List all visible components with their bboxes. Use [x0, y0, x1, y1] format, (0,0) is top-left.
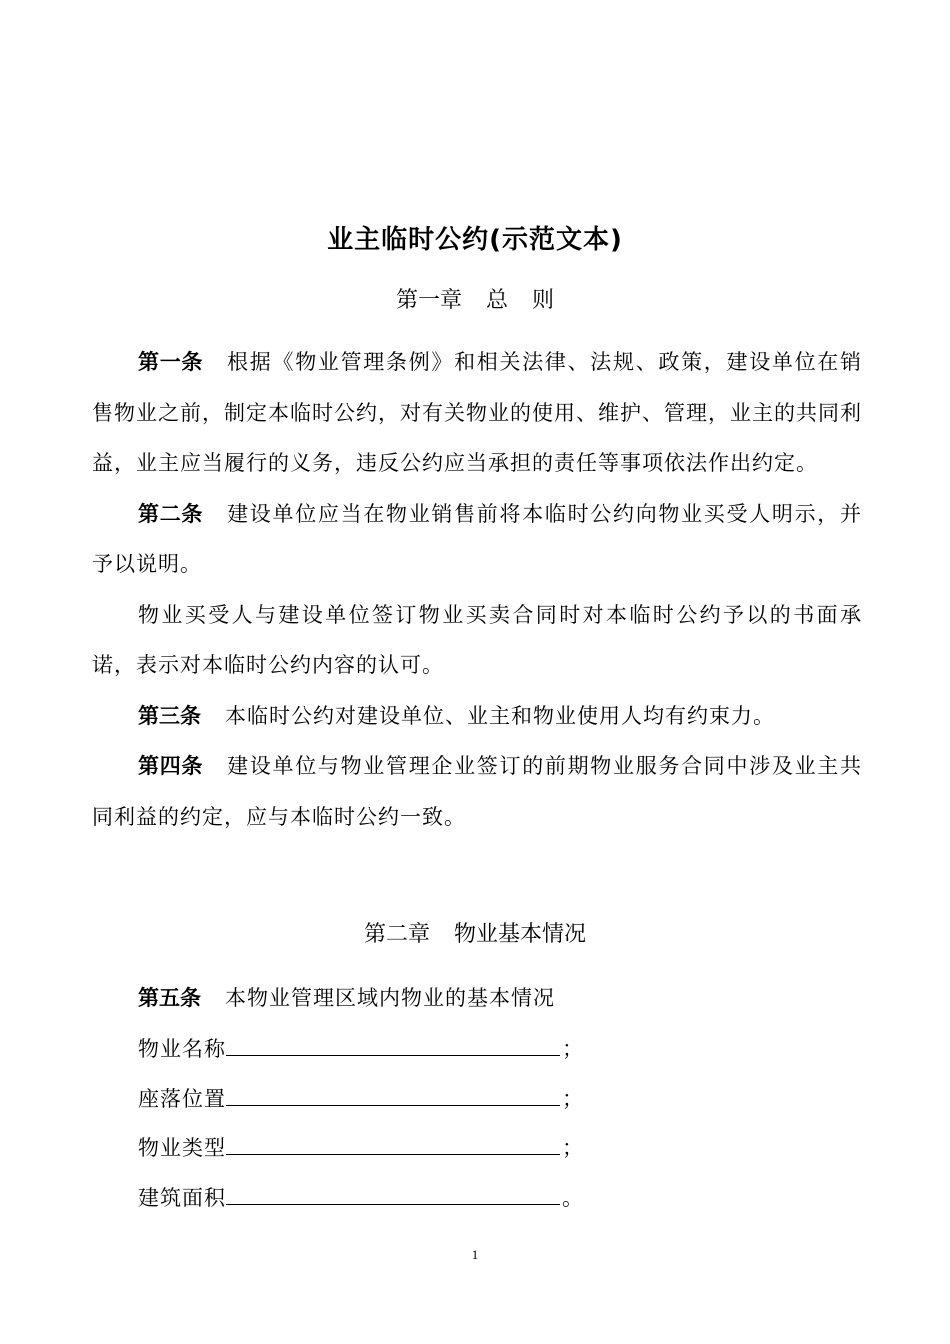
- chapter-2-heading: [0, 920, 950, 950]
- field-label: 物业类型: [138, 1136, 226, 1160]
- chapter-1-heading: [0, 286, 950, 316]
- article-1-label: 第一条: [138, 350, 204, 374]
- article-1: [92, 337, 862, 489]
- article-5-text: 本物业管理区域内物业的基本情况: [225, 986, 555, 1010]
- field-label: 物业名称: [138, 1037, 226, 1061]
- chapter-2-name: 物业基本情况: [454, 922, 587, 947]
- chapter-2-number: 第二章: [363, 922, 430, 947]
- chapter-2-body: [92, 973, 862, 1024]
- page-number: 1: [471, 1247, 479, 1262]
- chapter-1-body: [92, 337, 862, 842]
- fill-in-blank[interactable]: [226, 1083, 560, 1106]
- article-4-label: 第四条: [138, 754, 204, 778]
- article-1-text: 根据《物业管理条例》和相关法律、法规、政策，建设单位在销售物业之前，制定本临时公约，对有关物业的使用、维护、管理，业主的共同利益，业主应当履行的义务，违反公约应当承担的责任等事项依法作出约定。: [92, 350, 863, 475]
- field-property-name: [138, 1025, 584, 1075]
- field-property-type: [138, 1124, 584, 1174]
- article-4-text: 建设单位与物业管理企业签订的前期物业服务合同中涉及业主共同利益的约定，应与本临时公约一致。: [92, 754, 863, 829]
- field-end-punctuation: 。: [562, 1185, 584, 1210]
- fill-in-blank[interactable]: [226, 1033, 560, 1056]
- article-2-followup: 物业买受人与建设单位签订物业买卖合同时对本临时公约予以的书面承诺，表示对本临时公约内容的认可。: [92, 602, 862, 677]
- article-3-text: 本临时公约对建设单位、业主和物业使用人均有约束力。: [225, 703, 775, 728]
- field-end-punctuation: ；: [562, 1037, 584, 1061]
- article-5: [92, 973, 862, 1024]
- article-2-text: 建设单位应当在物业销售前将本临时公约向物业买受人明示，并予以说明。: [92, 501, 863, 576]
- field-label: 座落位置: [138, 1086, 226, 1111]
- chapter-1-number: 第一章: [395, 288, 462, 313]
- article-3-label: 第三条: [138, 703, 201, 728]
- chapter-1-word-a: 总: [485, 288, 508, 313]
- article-4: [92, 741, 862, 842]
- document-title: 业主临时公约(示范文本): [327, 225, 623, 255]
- fill-in-blank[interactable]: [226, 1182, 560, 1205]
- property-info-fields: [138, 1025, 584, 1223]
- chapter-1-word-b: 则: [532, 288, 555, 313]
- article-5-label: 第五条: [138, 986, 201, 1010]
- field-end-punctuation: ；: [562, 1136, 584, 1160]
- field-label: 建筑面积: [138, 1185, 226, 1210]
- field-end-punctuation: ；: [562, 1086, 584, 1111]
- fill-in-blank[interactable]: [226, 1132, 560, 1155]
- article-3: [92, 691, 862, 742]
- field-floor-area: [138, 1174, 584, 1224]
- article-2: [92, 489, 862, 590]
- field-location: [138, 1075, 584, 1125]
- article-2-label: 第二条: [138, 501, 204, 526]
